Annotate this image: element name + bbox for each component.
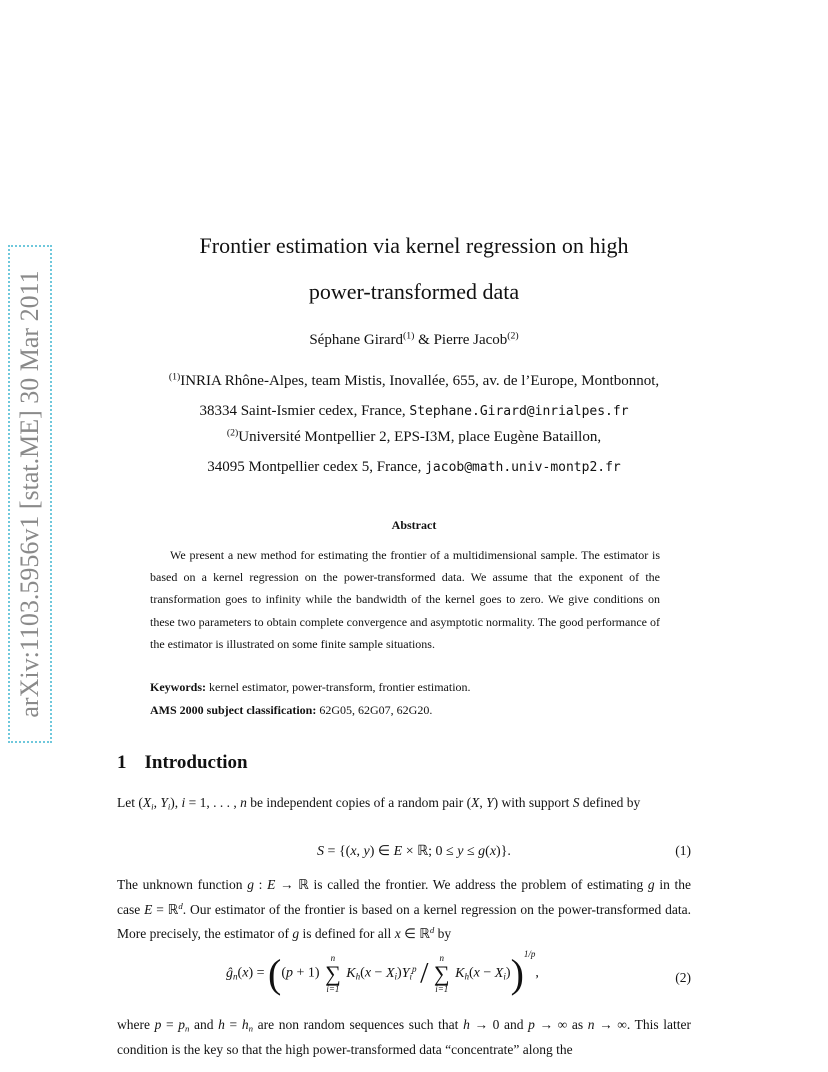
paragraph-3: where $p = p_n$ and $h = h_n$ are non random sequences such that h → 0 and p → ∞ as n → ∞. This latter condition is the key so that the high power-transformed data “concentrate” along the — [117, 1017, 692, 1057]
equation-2: $ĝ_n(x) = ((p + 1)$ n ∑ i=1 $K_h(x - X_i)Y_i^p$ / n ∑ i=1 $K_h(x - X_i))^{1/p}$, — [226, 948, 539, 996]
affiliation1-line2 — [0, 403, 828, 420]
affiliation2-text: Université Montpellier 2, EPS-I3M, place Eugène Bataillon, — [238, 429, 602, 445]
affiliation2-line1 — [0, 429, 828, 446]
paragraph-2: The unknown function g : E → ℝ is called the frontier. We address the problem of estimating g in the case E = ℝ$^d$. Our estimator of the frontier is based on a kernel regression on the power-transformed data. More precisely, the estimator of g is defined for all x ∈ ℝ$^d$ by — [117, 877, 691, 941]
author1-mark: (1) — [403, 330, 415, 342]
section-number: 1 — [117, 752, 127, 773]
affiliation1-line1 — [0, 373, 828, 390]
abstract-text: We present a new method for estimating the frontier of a multidimensional sample. The estimator is based on a kernel regression on the power-transformed data. We assume that the exponent of the transformation goes to infinity while the bandwidth of the kernel goes to zero. We give conditions on these two parameters to obtain complete convergence and asymptotic normality. The good performance of the estimator is illustrated on some finite sample situations. — [150, 548, 660, 651]
section-title: Introduction — [144, 752, 248, 773]
author1-name: Séphane Girard — [309, 332, 404, 348]
affiliation1-address: 38334 Saint-Ismier cedex, France, — [199, 403, 410, 419]
equation-2-number: (2) — [675, 970, 691, 985]
paper-title-line1: Frontier estimation via kernel regression on high — [199, 233, 629, 258]
author2-name: Pierre Jacob — [433, 332, 508, 348]
affiliation2-address: 34095 Montpellier cedex 5, France, — [207, 459, 426, 475]
author1-email[interactable]: Stephane.Girard@inrialpes.fr — [409, 404, 629, 419]
paper-title-line2: power-transformed data — [308, 279, 520, 304]
section-heading — [117, 752, 248, 774]
keywords-label: Keywords: — [150, 680, 206, 694]
abstract — [150, 544, 660, 655]
affiliation2-line2 — [0, 459, 828, 476]
author2-mark: (2) — [507, 330, 519, 342]
keywords — [150, 680, 471, 695]
affiliation2-mark: (2) — [226, 427, 239, 439]
ams-classification — [150, 703, 432, 718]
abstract-heading: Abstract — [391, 518, 437, 532]
arxiv-stamp — [8, 245, 52, 743]
affiliation1-mark: (1) — [168, 371, 181, 383]
ams-label: AMS 2000 subject classification: — [150, 703, 317, 717]
keywords-text: kernel estimator, power-transform, frontier estimation. — [206, 680, 471, 694]
author-separator: & — [414, 332, 434, 348]
author2-email[interactable]: jacob@math.univ-montp2.fr — [425, 460, 621, 475]
authors — [0, 332, 828, 349]
equation-1-number: (1) — [675, 843, 691, 858]
affiliation1-text: INRIA Rhône-Alpes, team Mistis, Inovallée, 655, av. de l’Europe, Montbonnot, — [180, 373, 660, 389]
paragraph-1: Let ($X_i$, $Y_i$), i = 1, . . . , n be independent copies of a random pair (X, Y) with support S defined by — [117, 795, 641, 812]
arxiv-id: arXiv:1103.5956v1 [stat.ME] 30 Mar 2011 — [15, 270, 44, 718]
equation-1: S = {(x, y) ∈ E × ℝ; 0 ≤ y ≤ g(x)}. — [317, 844, 511, 859]
ams-text: 62G05, 62G07, 62G20. — [316, 703, 433, 717]
